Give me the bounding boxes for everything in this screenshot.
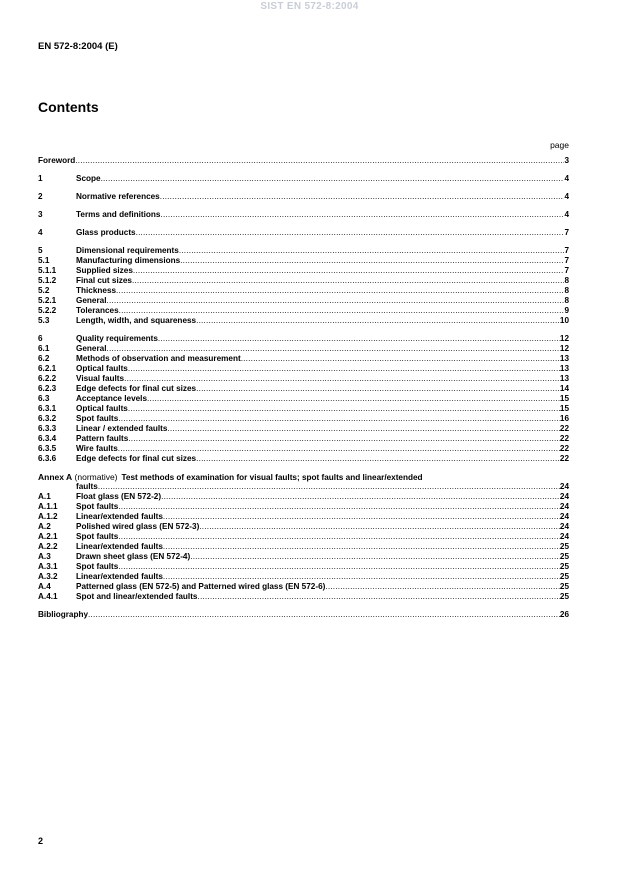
toc-entry[interactable] xyxy=(38,354,569,364)
toc-entry-page: 15 xyxy=(559,394,569,403)
toc-entry-page: 25 xyxy=(559,592,569,601)
toc-entry[interactable] xyxy=(38,522,569,532)
toc-dot-leader xyxy=(160,210,564,220)
footer-page-number: 2 xyxy=(38,836,44,846)
toc-entry-title: General xyxy=(76,344,107,353)
toc-dot-leader xyxy=(196,384,560,394)
toc-entry-title: Scope xyxy=(76,174,101,183)
toc-entry-title: Optical faults xyxy=(76,404,128,413)
toc-entry-title: Terms and definitions xyxy=(76,210,161,219)
toc-dot-leader xyxy=(118,562,560,572)
document-id: EN 572-8:2004 (E) xyxy=(38,41,118,52)
toc-entry-number: 6.3.2 xyxy=(38,414,57,423)
toc-entry-title: Polished wired glass (EN 572-3) xyxy=(76,522,200,531)
toc-entry[interactable] xyxy=(38,512,569,522)
toc-entry-number: A.1.1 xyxy=(38,502,58,511)
annex-heading[interactable] xyxy=(38,472,569,482)
toc-entry-number: A.3 xyxy=(38,552,51,561)
toc-dot-leader xyxy=(116,286,564,296)
toc-entry-page: 25 xyxy=(559,542,569,551)
toc-entry[interactable] xyxy=(38,552,569,562)
toc-dot-leader xyxy=(88,610,560,620)
toc-entry-title: Linear/extended faults xyxy=(76,512,163,521)
toc-entry-title: Final cut sizes xyxy=(76,276,132,285)
toc-entry-number: 6.3.1 xyxy=(38,404,57,413)
toc-dot-leader xyxy=(161,492,560,502)
toc-entry-title: Float glass (EN 572-2) xyxy=(76,492,162,501)
toc-entry-page: 12 xyxy=(559,344,569,353)
toc-entry-number: A.2.2 xyxy=(38,542,58,551)
table-of-contents xyxy=(38,156,569,620)
toc-entry-title: Acceptance levels xyxy=(76,394,148,403)
toc-entry[interactable] xyxy=(38,174,569,184)
toc-entry-page: 7 xyxy=(564,256,569,265)
toc-dot-leader xyxy=(101,174,565,184)
toc-entry-page: 14 xyxy=(559,384,569,393)
toc-entry[interactable] xyxy=(38,414,569,424)
toc-entry-page: 24 xyxy=(559,492,569,501)
toc-dot-leader xyxy=(119,306,565,316)
toc-entry-page: 22 xyxy=(559,434,569,443)
toc-dot-leader xyxy=(196,454,560,464)
toc-entry-title: Optical faults xyxy=(76,364,128,373)
toc-entry[interactable] xyxy=(38,610,569,620)
toc-entry-title: Spot faults xyxy=(76,562,119,571)
toc-entry[interactable] xyxy=(38,532,569,542)
toc-entry-page: 24 xyxy=(559,522,569,531)
toc-entry[interactable] xyxy=(38,444,569,454)
toc-entry-page: 25 xyxy=(559,572,569,581)
toc-dot-leader xyxy=(118,532,560,542)
toc-entry[interactable] xyxy=(38,266,569,276)
toc-dot-leader xyxy=(325,582,560,592)
page-title: Contents xyxy=(38,99,99,115)
toc-entry[interactable] xyxy=(38,542,569,552)
toc-entry[interactable] xyxy=(38,334,569,344)
toc-entry[interactable] xyxy=(38,502,569,512)
toc-entry[interactable] xyxy=(38,316,569,326)
toc-dot-leader xyxy=(163,512,560,522)
toc-entry-page: 8 xyxy=(564,296,569,305)
toc-entry[interactable] xyxy=(38,572,569,582)
toc-entry-page: 22 xyxy=(559,454,569,463)
toc-entry-number: A.1.2 xyxy=(38,512,58,521)
toc-dot-leader xyxy=(158,334,560,344)
toc-dot-leader xyxy=(118,444,560,454)
toc-entry-title: Edge defects for final cut sizes xyxy=(76,384,197,393)
toc-dot-leader xyxy=(197,592,559,602)
toc-dot-leader xyxy=(128,404,560,414)
toc-entry[interactable] xyxy=(38,286,569,296)
toc-entry-page: 25 xyxy=(559,582,569,591)
toc-entry-page: 7 xyxy=(564,246,569,255)
page-column-label: page xyxy=(550,140,569,150)
toc-dot-leader xyxy=(180,256,564,266)
toc-entry[interactable] xyxy=(38,394,569,404)
toc-entry-page: 3 xyxy=(564,156,569,165)
toc-entry-title: Quality requirements xyxy=(76,334,158,343)
toc-entry-page: 13 xyxy=(559,374,569,383)
toc-entry-title: Pattern faults xyxy=(76,434,129,443)
toc-dot-leader xyxy=(98,482,560,492)
toc-entry-number: A.4.1 xyxy=(38,592,58,601)
toc-entry-page: 22 xyxy=(559,444,569,453)
toc-entry-number: 4 xyxy=(38,228,43,237)
toc-entry[interactable] xyxy=(38,434,569,444)
toc-entry-title: Linear/extended faults xyxy=(76,542,163,551)
toc-entry-number: 6.3.6 xyxy=(38,454,57,463)
toc-entry-title: Wire faults xyxy=(76,444,118,453)
annex-heading-continuation[interactable] xyxy=(38,482,569,492)
toc-entry-title: Linear / extended faults xyxy=(76,424,168,433)
toc-entry[interactable] xyxy=(38,256,569,266)
toc-entry-page: 26 xyxy=(559,610,569,619)
toc-entry-title: Spot and linear/extended faults xyxy=(76,592,198,601)
toc-dot-leader xyxy=(179,246,565,256)
toc-entry-page: 13 xyxy=(559,354,569,363)
toc-entry-number: 6.1 xyxy=(38,344,50,353)
toc-entry-title: Spot faults xyxy=(76,414,119,423)
toc-dot-leader xyxy=(128,434,560,444)
toc-entry-title: Visual faults xyxy=(76,374,125,383)
toc-entry-title: Normative references xyxy=(76,192,160,201)
toc-entry-title: Linear/extended faults xyxy=(76,572,163,581)
toc-dot-leader xyxy=(132,276,564,286)
toc-entry-number: Bibliography xyxy=(38,610,89,619)
toc-entry-page: 24 xyxy=(559,482,569,491)
toc-entry-page: 4 xyxy=(564,192,569,201)
toc-entry-title: Edge defects for final cut sizes xyxy=(76,454,197,463)
toc-entry-title: Length, width, and squareness xyxy=(76,316,197,325)
toc-dot-leader xyxy=(75,156,564,166)
toc-entry-page: 25 xyxy=(559,552,569,561)
toc-entry-title: Manufacturing dimensions xyxy=(76,256,181,265)
toc-entry[interactable] xyxy=(38,156,569,166)
toc-entry-title: Drawn sheet glass (EN 572-4) xyxy=(76,552,191,561)
toc-entry-page: 8 xyxy=(564,286,569,295)
toc-entry-page: 7 xyxy=(564,266,569,275)
toc-entry-number: 6.2.1 xyxy=(38,364,57,373)
toc-entry[interactable] xyxy=(38,454,569,464)
toc-entry-title: Thickness xyxy=(76,286,117,295)
annex-title: Test methods of examination for visual faults; spot faults and linear/extended xyxy=(121,473,423,482)
toc-entry-page: 24 xyxy=(559,512,569,521)
toc-dot-leader xyxy=(241,354,560,364)
toc-entry-page: 15 xyxy=(559,404,569,413)
toc-entry-number: 6 xyxy=(38,334,43,343)
toc-entry[interactable] xyxy=(38,562,569,572)
toc-entry-title: Glass products xyxy=(76,228,136,237)
toc-entry[interactable] xyxy=(38,210,569,220)
toc-entry[interactable] xyxy=(38,492,569,502)
toc-dot-leader xyxy=(163,572,560,582)
toc-entry-page: 4 xyxy=(564,210,569,219)
toc-dot-leader xyxy=(167,424,559,434)
toc-entry[interactable] xyxy=(38,276,569,286)
toc-dot-leader xyxy=(196,316,560,326)
toc-entry-number: 5.2 xyxy=(38,286,50,295)
toc-entry-page: 24 xyxy=(559,502,569,511)
toc-entry-number: 6.3.5 xyxy=(38,444,57,453)
toc-entry[interactable] xyxy=(38,296,569,306)
toc-entry-number: 5.1.2 xyxy=(38,276,57,285)
toc-entry-page: 13 xyxy=(559,364,569,373)
toc-entry[interactable] xyxy=(38,374,569,384)
annex-normative-tag: (normative) xyxy=(72,472,118,482)
toc-entry[interactable] xyxy=(38,228,569,238)
toc-entry[interactable] xyxy=(38,246,569,256)
toc-entry-number: A.1 xyxy=(38,492,51,501)
toc-entry-page: 24 xyxy=(559,532,569,541)
toc-entry-number: 2 xyxy=(38,192,43,201)
toc-dot-leader xyxy=(107,296,565,306)
toc-entry-number: 5.1 xyxy=(38,256,50,265)
toc-entry-number: A.3.1 xyxy=(38,562,58,571)
toc-entry-page: 16 xyxy=(559,414,569,423)
toc-entry-number: A.3.2 xyxy=(38,572,58,581)
toc-dot-leader xyxy=(124,374,560,384)
toc-dot-leader xyxy=(199,522,560,532)
toc-entry-number: 1 xyxy=(38,174,43,183)
toc-entry-title: Patterned glass (EN 572-5) and Patterned wired glass (EN 572-6) xyxy=(76,582,326,591)
toc-entry[interactable] xyxy=(38,582,569,592)
toc-entry-page: 12 xyxy=(559,334,569,343)
toc-entry[interactable] xyxy=(38,364,569,374)
toc-entry-number: 3 xyxy=(38,210,43,219)
toc-dot-leader xyxy=(190,552,560,562)
toc-entry-number: 5 xyxy=(38,246,43,255)
toc-entry[interactable] xyxy=(38,404,569,414)
toc-entry-title: General xyxy=(76,296,107,305)
toc-entry-number: 5.3 xyxy=(38,316,50,325)
annex-label: Annex A xyxy=(38,472,73,482)
toc-entry[interactable] xyxy=(38,344,569,354)
toc-dot-leader xyxy=(128,364,560,374)
toc-entry-page: 25 xyxy=(559,562,569,571)
toc-entry[interactable] xyxy=(38,306,569,316)
watermark: SIST EN 572-8:2004 xyxy=(260,1,359,12)
toc-entry[interactable] xyxy=(38,424,569,434)
toc-entry-page: 22 xyxy=(559,424,569,433)
toc-entry-number: 5.2.2 xyxy=(38,306,57,315)
toc-dot-leader xyxy=(163,542,560,552)
annex-title-continued: faults xyxy=(76,482,98,491)
toc-entry[interactable] xyxy=(38,384,569,394)
toc-entry-title: Methods of observation and measurement xyxy=(76,354,241,363)
toc-entry-title: Dimensional requirements xyxy=(76,246,179,255)
toc-dot-leader xyxy=(147,394,560,404)
toc-dot-leader xyxy=(107,344,560,354)
toc-entry-page: 4 xyxy=(564,174,569,183)
toc-entry-number: 6.2.2 xyxy=(38,374,57,383)
toc-entry-page: 7 xyxy=(564,228,569,237)
toc-entry-title: Tolerances xyxy=(76,306,119,315)
toc-entry-number: 6.2 xyxy=(38,354,50,363)
toc-entry-number: 6.3.4 xyxy=(38,434,57,443)
toc-dot-leader xyxy=(136,228,565,238)
toc-entry-page: 10 xyxy=(559,316,569,325)
toc-entry-number: 6.3.3 xyxy=(38,424,57,433)
toc-entry-page: 8 xyxy=(564,276,569,285)
toc-entry-number: Foreword xyxy=(38,156,76,165)
toc-entry-title: Spot faults xyxy=(76,502,119,511)
toc-dot-leader xyxy=(118,414,560,424)
toc-entry[interactable] xyxy=(38,592,569,602)
toc-dot-leader xyxy=(133,266,565,276)
toc-entry-number: 5.2.1 xyxy=(38,296,57,305)
toc-entry-number: A.2.1 xyxy=(38,532,58,541)
toc-entry-title: Supplied sizes xyxy=(76,266,133,275)
toc-entry-number: 5.1.1 xyxy=(38,266,57,275)
toc-entry-number: 6.3 xyxy=(38,394,50,403)
toc-dot-leader xyxy=(118,502,560,512)
toc-entry[interactable] xyxy=(38,192,569,202)
toc-entry-number: A.2 xyxy=(38,522,51,531)
toc-entry-number: 6.2.3 xyxy=(38,384,57,393)
toc-dot-leader xyxy=(160,192,565,202)
toc-entry-title: Spot faults xyxy=(76,532,119,541)
toc-entry-page: 9 xyxy=(564,306,569,315)
toc-entry-number: A.4 xyxy=(38,582,51,591)
